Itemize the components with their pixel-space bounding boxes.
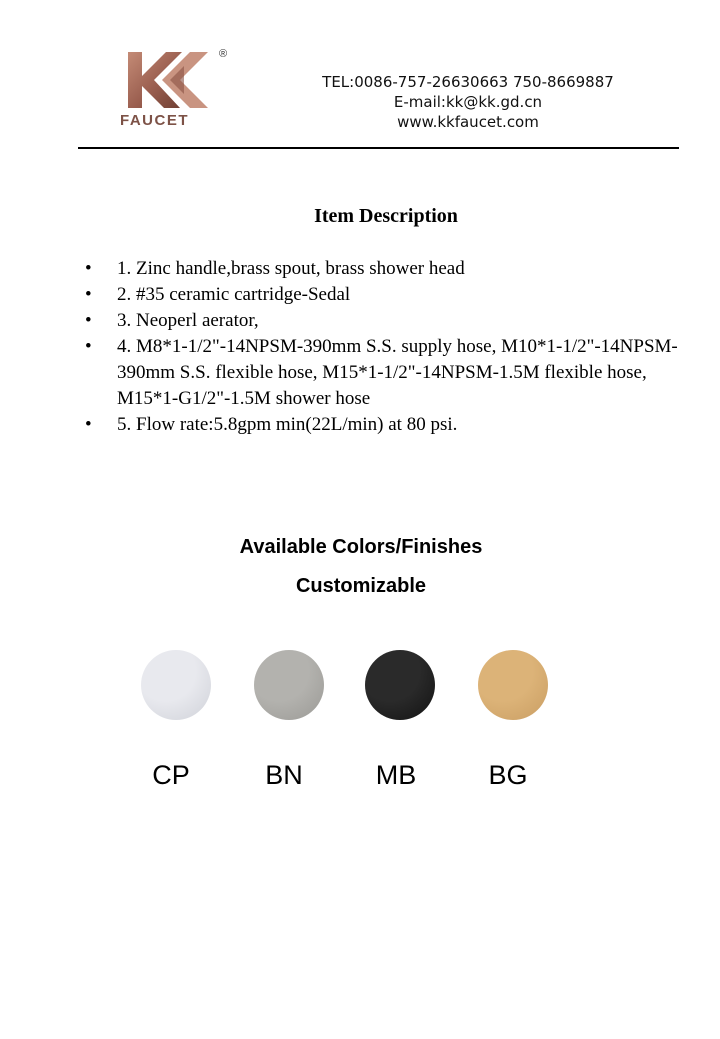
swatch-label-mb: MB — [375, 760, 417, 790]
list-item-text: 1. Zinc handle,brass spout, brass shower head — [117, 258, 465, 279]
contact-block — [300, 72, 636, 132]
list-item-text: 2. #35 ceramic cartridge-Sedal — [117, 284, 351, 305]
kk-faucet-logo[interactable] — [118, 46, 234, 132]
list-item — [85, 256, 685, 282]
list-item-text: 4. M8*1-1/2"-14NPSM-390mm S.S. supply hose, M10*1-1/2"-14NPSM-390mm S.S. flexible hose, M15*1-1/2"-14NPSM-1.5M flexible hose, M15*1-G1/2"-1.5M shower hose — [117, 336, 678, 409]
list-item-text: 5. Flow rate:5.8gpm min(22L/min) at 80 psi. — [117, 414, 458, 435]
swatch-cp[interactable] — [141, 650, 211, 720]
list-item — [85, 334, 685, 412]
kk-logo-icon — [118, 46, 218, 112]
list-item-text: 3. Neoperl aerator, — [117, 310, 259, 331]
contact-tel: TEL:0086-757-26630663 750-8669887 — [322, 73, 614, 91]
item-description-title: Item Description — [314, 205, 458, 227]
bullet: • — [85, 336, 92, 357]
swatch-label-cp: CP — [152, 760, 190, 790]
item-description-list — [85, 256, 685, 438]
contact-email[interactable]: E-mail:kk@kk.gd.cn — [393, 93, 543, 111]
registered-mark: ® — [219, 48, 228, 60]
swatch-bg[interactable] — [478, 650, 548, 720]
bullet: • — [85, 414, 92, 435]
swatch-label-bg: BG — [488, 760, 528, 790]
bullet: • — [85, 310, 92, 331]
contact-website[interactable]: www.kkfaucet.com — [397, 113, 539, 131]
finishes-title: Available Colors/Finishes — [239, 536, 483, 558]
header — [0, 0, 720, 150]
list-item — [85, 308, 685, 334]
logo-wordmark: FAUCET — [120, 112, 189, 129]
finishes-subtitle: Customizable — [295, 575, 427, 597]
list-item — [85, 412, 685, 438]
bullet: • — [85, 284, 92, 305]
swatch-label-bn: BN — [265, 760, 303, 790]
header-divider — [78, 147, 679, 149]
list-item — [85, 282, 685, 308]
swatch-bn[interactable] — [254, 650, 324, 720]
bullet: • — [85, 258, 92, 279]
swatch-mb[interactable] — [365, 650, 435, 720]
